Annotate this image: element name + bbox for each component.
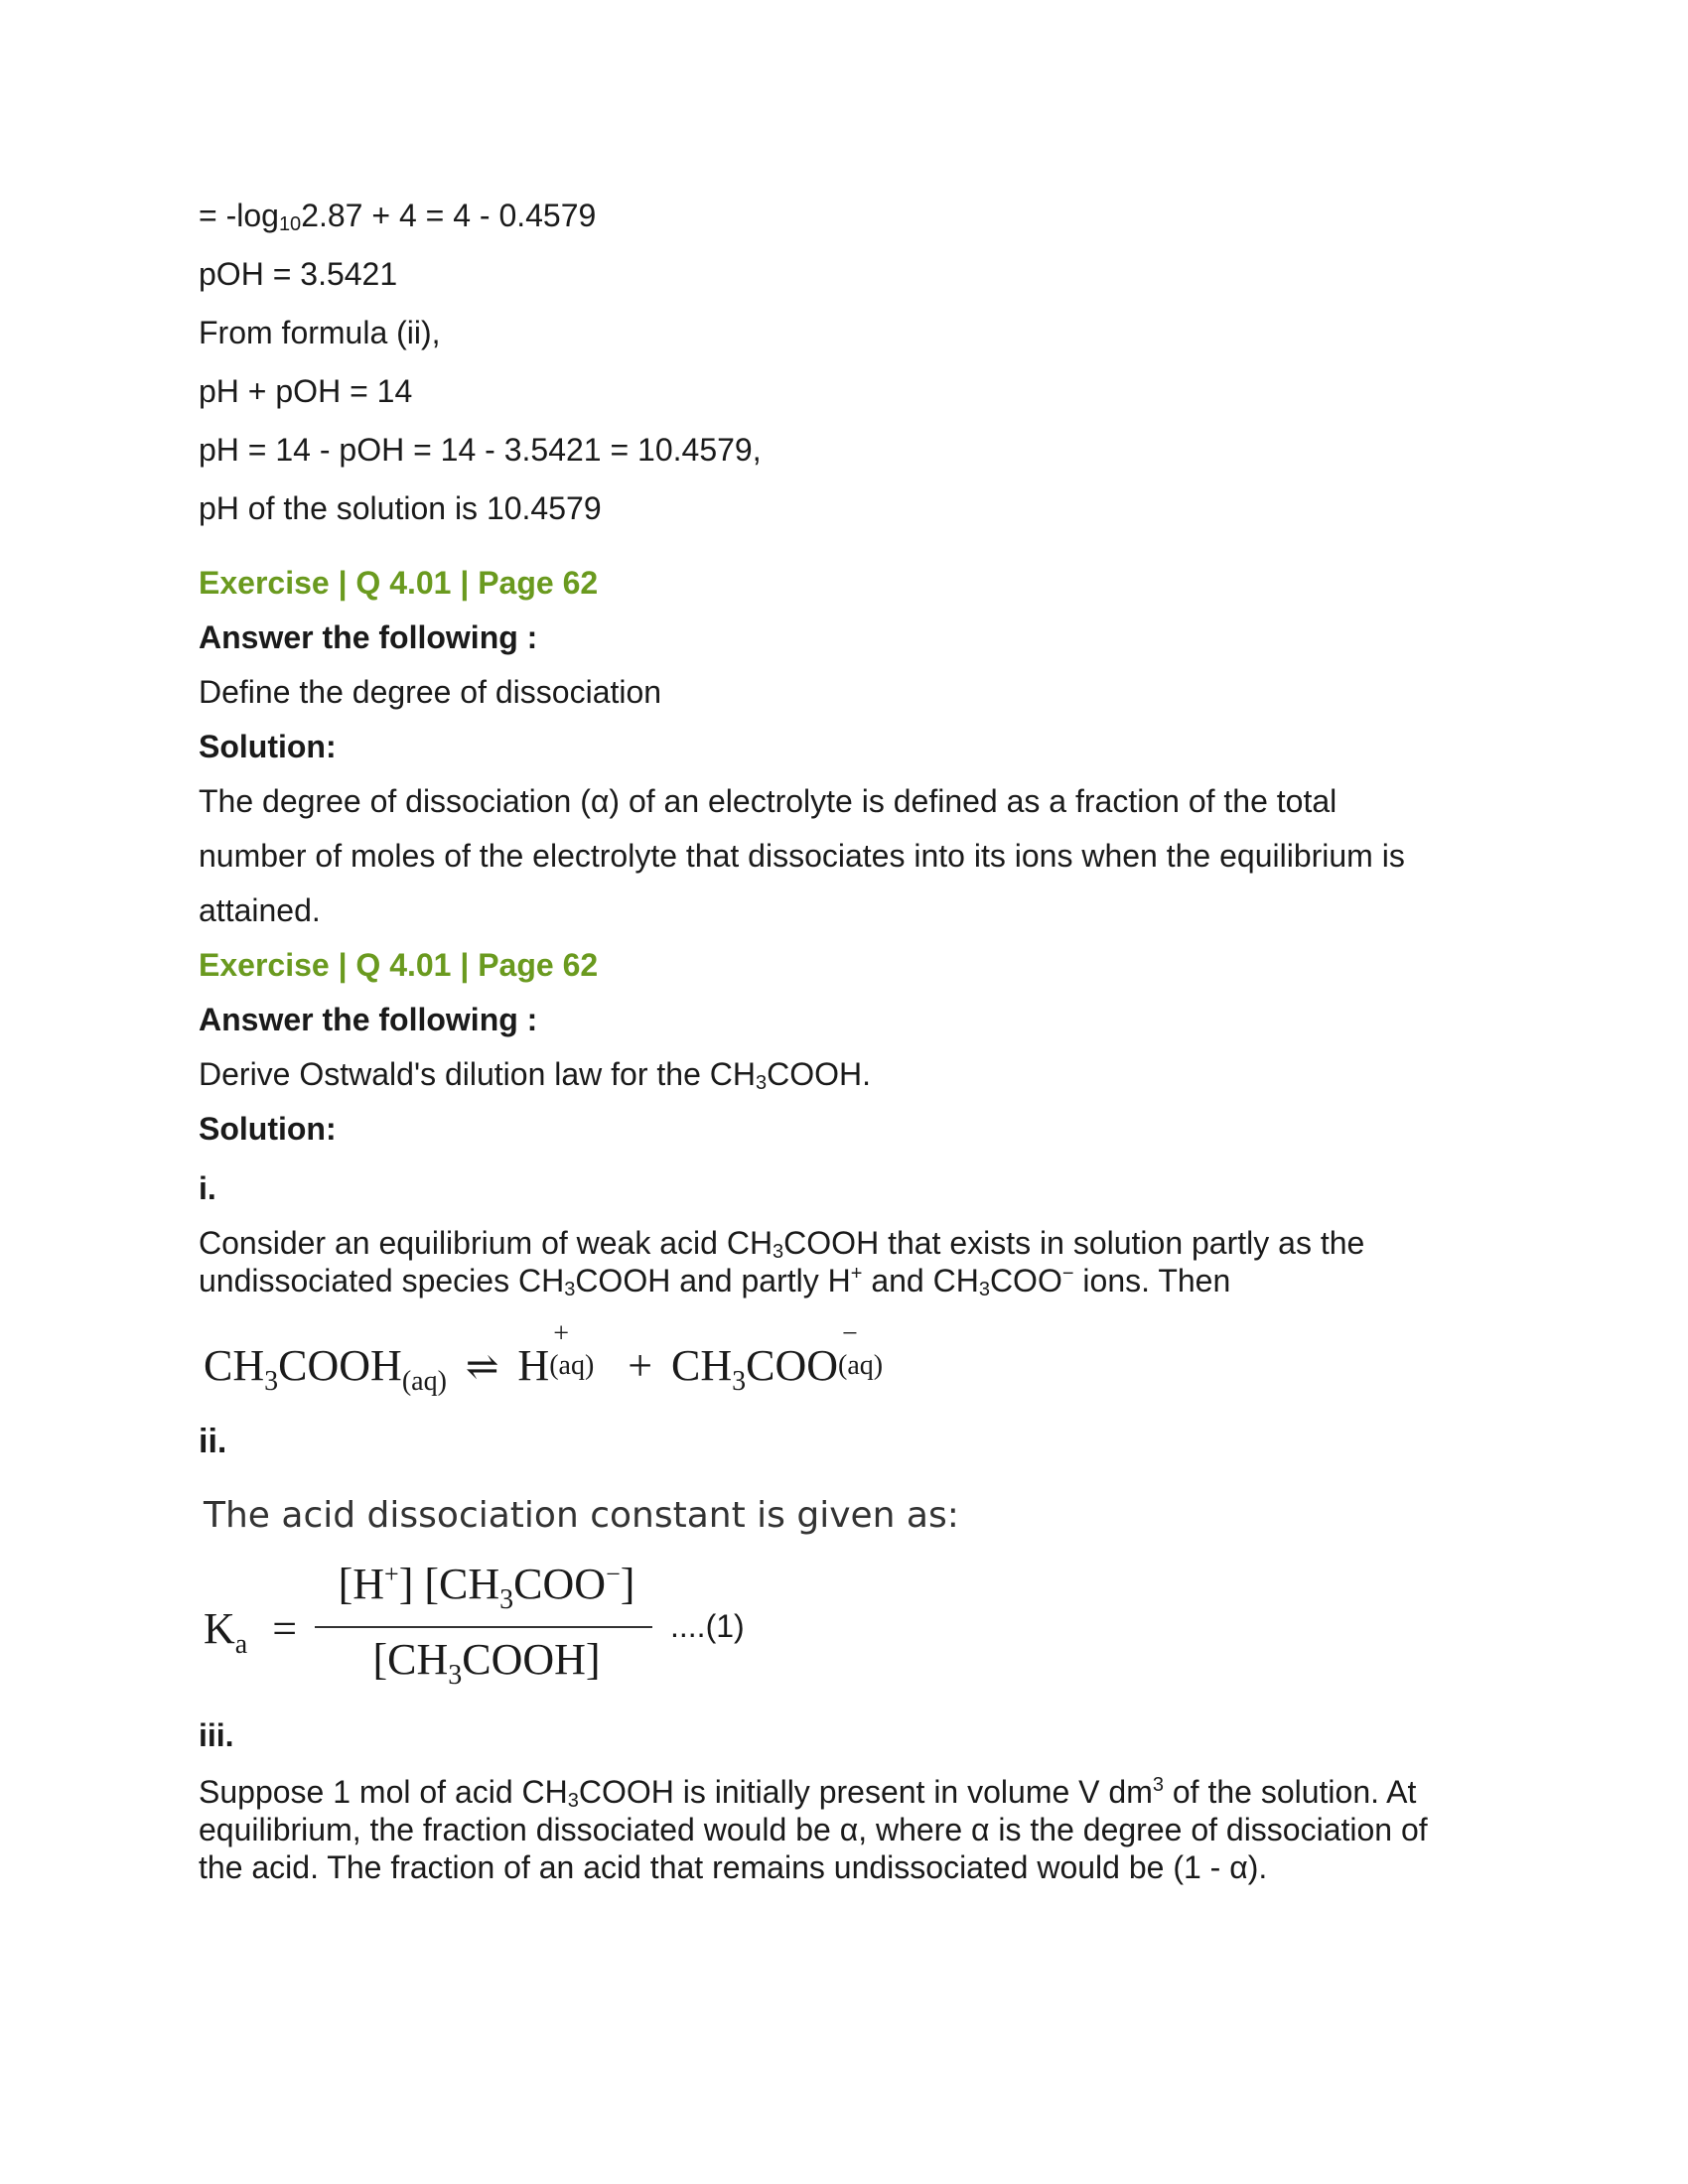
calc-line-ph: pH = 14 - pOH = 14 - 3.5421 = 10.4579, xyxy=(199,432,762,468)
question-instruction-2: Answer the following : xyxy=(199,1002,538,1037)
question-instruction-1: Answer the following : xyxy=(199,619,538,655)
question-heading-1: Exercise | Q 4.01 | Page 62 xyxy=(199,565,599,601)
step-3-line-3: the acid. The fraction of an acid that remains undissociated would be (1 - α). xyxy=(199,1849,1268,1885)
answer-line-1: The degree of dissociation (α) of an electrolyte is defined as a fraction of the total xyxy=(199,783,1337,819)
coo-ion-indices: − (aq) xyxy=(838,1318,884,1381)
step-3-line-1: Suppose 1 mol of acid CH3COOH is initially present in volume V $dm^3$ of the solution. At xyxy=(199,1774,1417,1812)
equilibrium-arrow-icon: ⇌ xyxy=(465,1344,499,1389)
step-3-line-2: equilibrium, the fraction dissociated would be α, where α is the degree of dissociation of xyxy=(199,1812,1428,1847)
calc-line-result: pH of the solution is 10.4579 xyxy=(199,490,602,526)
equation-reference: ....(1) xyxy=(670,1608,745,1644)
step-1-text-line-1: Consider an equilibrium of weak acid CH3COOH that exists in solution partly as the xyxy=(199,1225,1365,1263)
calc-line-formula: From formula (ii), xyxy=(199,315,441,350)
step-2-text: The acid dissociation constant is given as: xyxy=(204,1495,959,1536)
dissociation-equation: $CH_3COOH_{(aq)}$ ⇌ H + (aq) + $CH_3COO$ − (aq) xyxy=(204,1340,898,1391)
solution-label-2: Solution: xyxy=(199,1111,337,1147)
question-heading-2: Exercise | Q 4.01 | Page 62 xyxy=(199,947,599,983)
step-label-i: i. xyxy=(199,1170,216,1206)
calc-line-poh: pOH = 3.5421 xyxy=(199,256,398,292)
calc-line-log: = -log102.87 + 4 = 4 - 0.4579 xyxy=(199,198,597,235)
question-text-2: Derive Ostwald's dilution law for the CH3COOH. xyxy=(199,1056,871,1094)
step-label-iii: iii. xyxy=(199,1717,234,1753)
question-text-1: Define the degree of dissociation xyxy=(199,674,662,710)
fraction-denominator: $[CH_3COOH]$ xyxy=(372,1635,601,1691)
step-label-ii: ii. xyxy=(199,1423,227,1460)
answer-line-2: number of moles of the electrolyte that dissociates into its ions when the equilibrium is xyxy=(199,838,1405,874)
answer-line-3: attained. xyxy=(199,892,321,928)
ka-lhs: $K_a$ = xyxy=(204,1604,298,1660)
fraction-numerator: [H+] $[CH_3COO^-]$ xyxy=(338,1560,635,1615)
calc-line-sum: pH + pOH = 14 xyxy=(199,373,413,409)
h-ion-indices: + (aq) xyxy=(549,1318,595,1381)
step-1-text-line-2: undissociated species CH3COOH and partly H+ and CH3COO− ions. Then xyxy=(199,1263,1231,1300)
solution-label-1: Solution: xyxy=(199,729,337,764)
fraction-bar xyxy=(315,1626,652,1628)
